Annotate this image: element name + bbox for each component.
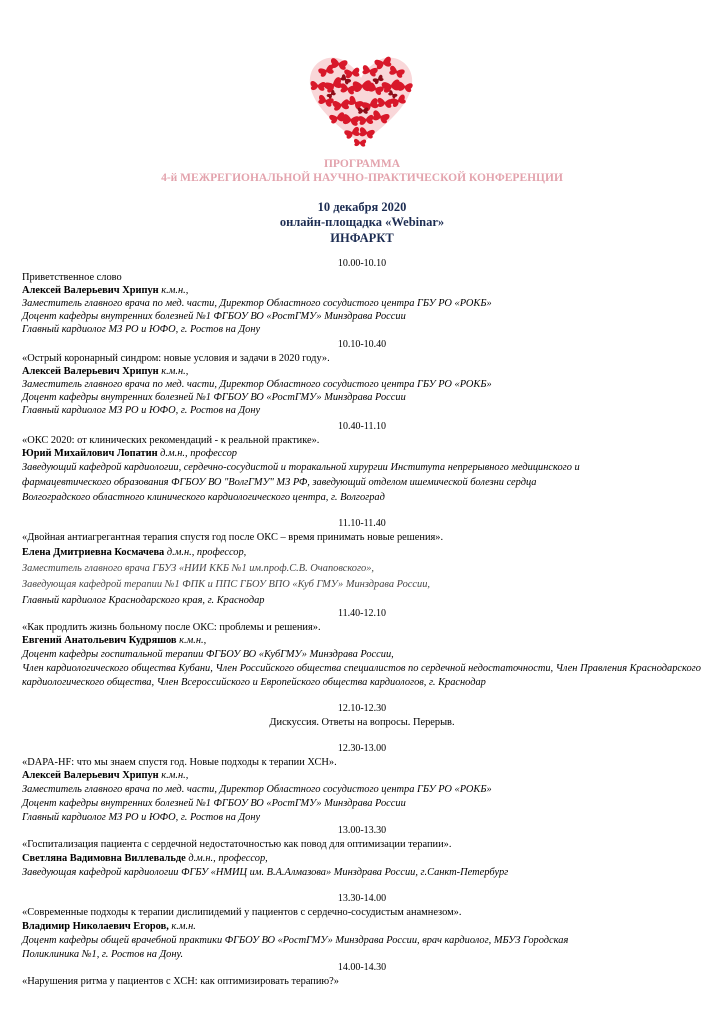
speaker-degree: д.м.н., профессор xyxy=(157,448,237,459)
speaker-affiliation: Заведующий кафедрой кардиологии, сердечно-сосудистой и торакальной хирургии Института непрерывного медицинского и xyxy=(22,462,580,473)
session-time: 10.40-11.10 xyxy=(338,421,386,432)
speaker-affiliation: Заместитель главного врача по мед. части, Директор Областного сосудистого центра ГБУ РО «РОКБ» xyxy=(22,379,492,390)
session-topic: «Нарушения ритма у пациентов с ХСН: как оптимизировать терапию?» xyxy=(22,976,339,987)
speaker-affiliation: фармацевтического образования ФГБОУ ВО "ВолгГМУ" МЗ РФ, заведующий отделом ишемической болезни сердца xyxy=(22,477,537,488)
break-note: Дискуссия. Ответы на вопросы. Перерыв. xyxy=(269,717,455,728)
session-time: 12.30-13.00 xyxy=(337,743,387,754)
conference-date: 10 декабря 2020 xyxy=(317,200,407,214)
speaker-line xyxy=(22,634,702,647)
session-topic: «Современные подходы к терапии дислипидемий у пациентов с сердечно-сосудистым анамнезом». xyxy=(22,907,462,918)
speaker-affiliation: Член кардиологического общества Кубани, Член Российского общества специалистов по сердечной недостаточности, Член Правления Краснодарского кардиологического общества, Член Всероссийского и Европейского общества кардиологов, г. Краснодар xyxy=(22,663,701,688)
program-label: ПРОГРАММА xyxy=(323,158,401,170)
speaker-name: Евгений Анатольевич Кудряшов xyxy=(22,635,177,646)
speaker-name: Алексей Валерьевич Хрипун xyxy=(22,770,159,781)
speaker-line xyxy=(22,920,702,933)
speaker-affiliation: Доцент кафедры общей врачебной практики ФГБОУ ВО «РостГМУ» Минздрава России, врач кардиолог, МБУЗ Городская xyxy=(22,935,569,946)
session-time: 10.10-10.40 xyxy=(337,339,387,350)
conference-name: 4-й МЕЖРЕГИОНАЛЬНОЙ НАУЧНО-ПРАКТИЧЕСКОЙ КОНФЕРЕНЦИИ xyxy=(161,172,563,184)
session-topic: «ОКС 2020: от клинических рекомендаций - к реальной практике». xyxy=(22,435,320,446)
session-time: 11.10-11.40 xyxy=(338,518,386,529)
speaker-affiliation: Доцент кафедры внутренних болезней №1 ФГБОУ ВО «РостГМУ» Минздрава России xyxy=(22,392,406,403)
speaker-degree: к.м.н., xyxy=(158,366,189,377)
speaker-affiliation: Главный кардиолог МЗ РО и ЮФО, г. Ростов на Дону xyxy=(22,324,261,335)
speaker-line xyxy=(22,769,702,782)
session-time: 10.00-10.10 xyxy=(337,258,387,269)
session-time: 12.10-12.30 xyxy=(337,703,387,714)
speaker-name: Светляна Вадимовна Виллевальде xyxy=(22,853,186,864)
session-topic: «DAPA-HF: что мы знаем спустя год. Новые подходы к терапии ХСН». xyxy=(22,757,337,768)
speaker-degree: к.м.н., xyxy=(158,770,189,781)
speaker-degree: д.м.н., профессор, xyxy=(164,547,247,558)
speaker-affiliation: Доцент кафедры госпитальной терапии ФГБОУ ВО «КубГМУ» Минздрава России, xyxy=(22,649,394,660)
speaker-affiliation: Заведующая кафедрой кардиологии ФГБУ «НМИЦ им. В.А.Алмазова» Минздрава России, г.Санкт-Петербург xyxy=(22,867,509,878)
session-time: 13.30-14.00 xyxy=(337,893,387,904)
speaker-name: Елена Дмитриевна Космачева xyxy=(22,547,165,558)
speaker-affiliation: Заведующая кафедрой терапии №1 ФПК и ППС ГБОУ ВПО «Куб ГМУ» Минздрава России, xyxy=(22,579,431,590)
speaker-line xyxy=(22,546,702,559)
speaker-affiliation: Главный кардиолог МЗ РО и ЮФО, г. Ростов на Дону xyxy=(22,812,261,823)
speaker-affiliation: Главный кардиолог Краснодарского края, г. Краснодар xyxy=(22,595,265,606)
conference-venue: онлайн-площадка «Webinar» xyxy=(279,215,445,229)
speaker-affiliation: Главный кардиолог МЗ РО и ЮФО, г. Ростов на Дону xyxy=(22,405,261,416)
session-topic: «Как продлить жизнь больному после ОКС: проблемы и решения». xyxy=(22,622,321,633)
speaker-name: Алексей Валерьевич Хрипун xyxy=(22,285,159,296)
speaker-affiliation: Волгоградского областного клинического кардиологического центра, г. Волгоград xyxy=(22,492,385,503)
speaker-name: Владимир Николаевич Егоров, xyxy=(22,921,169,932)
speaker-name: Юрий Михайлович Лопатин xyxy=(22,448,158,459)
speaker-affiliation: Поликлиника №1, г. Ростов на Дону. xyxy=(22,949,184,960)
speaker-line xyxy=(22,852,702,865)
speaker-affiliation: Заместитель главного врача по мед. части, Директор Областного сосудистого центра ГБУ РО «РОКБ» xyxy=(22,298,492,309)
speaker-degree: к.м.н., xyxy=(176,635,207,646)
speaker-name: Алексей Валерьевич Хрипун xyxy=(22,366,159,377)
session-time: 13.00-13.30 xyxy=(337,825,387,836)
butterfly-heart-logo xyxy=(306,52,416,148)
speaker-degree: к.м.н. xyxy=(168,921,196,932)
speaker-affiliation: Заместитель главного врача по мед. части, Директор Областного сосудистого центра ГБУ РО «РОКБ» xyxy=(22,784,492,795)
session-topic: «Двойная антиагрегантная терапия спустя год после ОКС – время принимать новые решения». xyxy=(22,532,444,543)
speaker-degree: к.м.н., xyxy=(158,285,189,296)
session-time: 11.40-12.10 xyxy=(338,608,386,619)
session-time: 14.00-14.30 xyxy=(337,962,387,973)
session-topic: «Госпитализация пациента с сердечной недостаточностью как повод для оптимизации терапии». xyxy=(22,839,452,850)
session-topic: Приветственное слово xyxy=(22,272,122,283)
speaker-line xyxy=(22,284,702,297)
speaker-affiliation: Доцент кафедры внутренних болезней №1 ФГБОУ ВО «РостГМУ» Минздрава России xyxy=(22,798,406,809)
speaker-affiliation: Доцент кафедры внутренних болезней №1 ФГБОУ ВО «РостГМУ» Минздрава России xyxy=(22,311,406,322)
session-topic: «Острый коронарный синдром: новые условия и задачи в 2020 году». xyxy=(22,353,330,364)
conference-title: ИНФАРКТ xyxy=(330,231,394,245)
speaker-degree: д.м.н., профессор, xyxy=(185,853,268,864)
speaker-line xyxy=(22,365,702,378)
speaker-line xyxy=(22,447,702,460)
speaker-affiliation: Заместитель главного врача ГБУЗ «НИИ ККБ №1 им.проф.С.В. Очаповского», xyxy=(22,563,375,574)
